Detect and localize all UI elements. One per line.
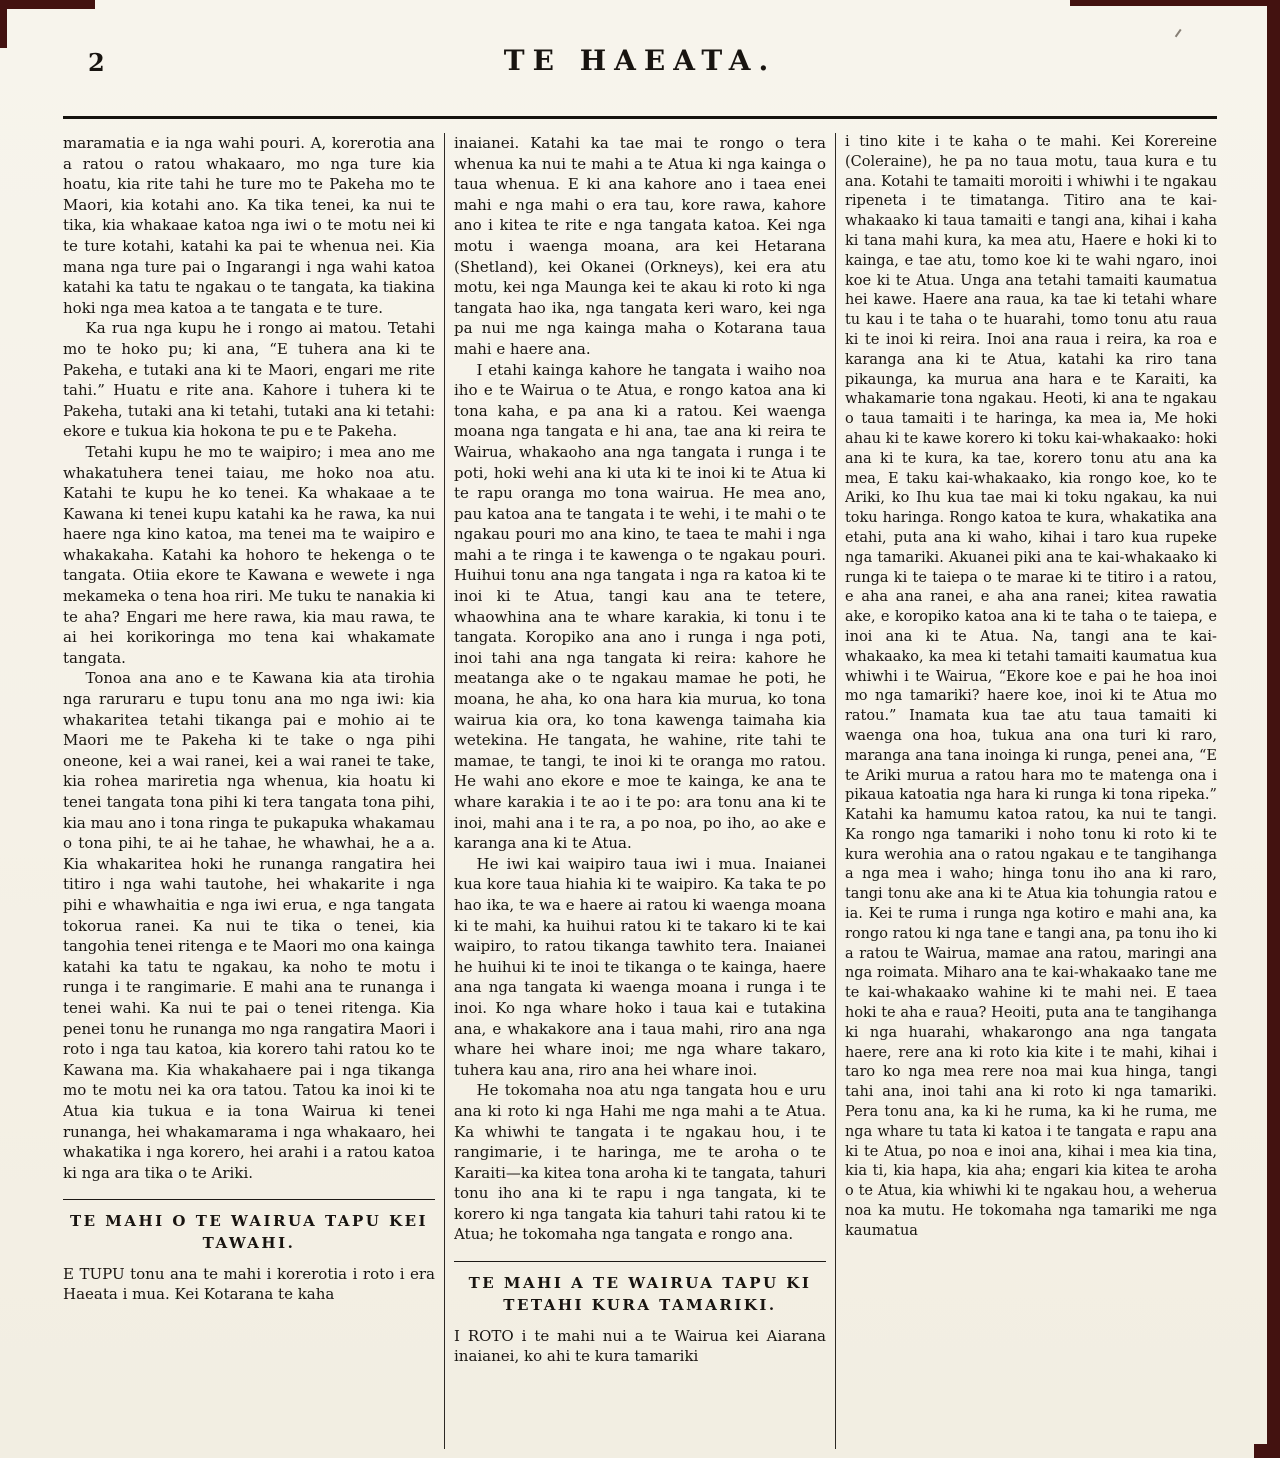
scan-edge-right (1267, 0, 1280, 1458)
paragraph: He tokomaha noa atu nga tangata hou e uru ana ki roto ki nga Hahi me nga mahi a te Atua. Ka whiwhi te tangata i te ngakau hou, i te rangimarie, i te haringa, me te aroha o te Karaiti—ka kitea tona aroha ki te tangata, tahuri tonu iho ana ki te rapu i nga tangata, ki te korero ki nga tangata kia tahuri tahi ratou ki te Atua; he tokomaha nga tangata e rongo ana. (453, 1081, 826, 1244)
paragraph: inaianei. Katahi ka tae mai te rongo o tera whenua ka nui te mahi a te Atua ki nga kainga o taua whenua. E ki ana kahore ano i taea enei mahi e nga mahi o era tau, kore rawa, kahore ano i kitea te rite e nga tangata katoa. Kei nga motu i waenga moana, ara kei Hetarana (Shetland), kei Okanei (Orkneys), kei era atu motu, kei nga Maunga kei te akau ki roto ki nga tangata hao ika, nga tangata keri waro, kei nga pa nui me nga kainga maha o Kotarana taua mahi e haere ana. (453, 134, 826, 358)
section-rule (454, 1261, 826, 1262)
section-rule (63, 1199, 435, 1200)
column-2 (454, 133, 826, 1449)
scan-edge-bottom-right (1254, 1444, 1280, 1458)
article-columns (63, 133, 1217, 1449)
paragraph: Tetahi kupu he mo te waipiro; i mea ano me whakatuhera tenei taiau, me hoko noa atu. Katahi te kupu he ko tenei. Ka whakaae a te Kawana ki tenei kupu katahi ka he rawa, ka nui haere nga kino katoa, ma tenei ma te waipiro e whakakaha. Katahi ka hohoro te hekenga o te tangata. Otiia ekore te Kawana e wewete i nga mekameka o tena hoa riri. Me tuku te nanakia ki te aha? Engari me here rawa, kia mau rawa, te ai hei korikoringa mo tena kai whakamate tangata. (63, 442, 435, 667)
paragraph: maramatia e ia nga wahi pouri. A, korerotia ana a ratou o ratou whakaaro, mo nga ture kia hoatu, kia rite tahi he ture mo te Pakeha mo te Maori, kia kotahi ano. Ka tika tenei, ka nui te tika, kia whakaae katoa nga iwi o te motu nei ki te ture kotahi, katahi ka pai te whenua nei. Kia mana nga ture pai o Ingarangi i nga wahi katoa katahi ka tatu te ngakau o te tangata, ka tiakina hoki nga mea katoa a te tangata e te ture. (63, 134, 435, 317)
column-divider (444, 133, 445, 1449)
masthead-rule (63, 116, 1217, 119)
column-3 (845, 133, 1217, 1449)
page-number: 2 (88, 48, 105, 77)
paragraph: I ROTO i te mahi nui a te Wairua kei Aiarana inaianei, ko ahi te kura tamariki (453, 1326, 826, 1366)
section-header (454, 1261, 826, 1317)
paragraph: i tino kite i te kaha o te mahi. Kei Korereine (Coleraine), he pa no taua motu, taua kura e tu ana. Kotahi te tamaiti moroiti i whiwhi i te ngakau ripeneta i te timatanga. Titiro ana te kai-whakaako ki taua tamaiti e tangi ana, kihai i kaha ki tana mahi kura, ka mea atu, Haere e hoki ki to kainga, e tae atu, tomo koe ki te wahi ngaro, inoi koe ki te Atua. Unga ana tetahi tamaiti kaumatua hei kawe. Haere ana raua, ka tae ki tetahi whare tu kau i te taha o te huarahi, tomo tonu atu raua ki te inoi ki reira. Inoi ana raua i reira, ka roa e karanga ana ki te Atua, katahi ka riro tana pikaunga, ka murua ana hara e te Karaiti, ka whakamarie tona ngakau. Heoti, ki ana te ngakau o taua tamaiti i te haringa, ka mea ia, Me hoki ahau ki te kawe korero ki toku kai-whakaako: hoki ana ki te kura, ka tae, korero tonu atu ana ka mea, E taku kai-whakaako, kia rongo koe, ko te Ariki, ko Ihu kua tae mai ki toku ngakau, ka nui toku haringa. Rongo katoa te kura, whakatika ana etahi, puta ana ki waho, kihai i taro kua rupeke nga tamariki. Akuanei piki ana te kai-whakaako ki runga ki te taiepa o te marae ki te titiro i a ratou, e aha ana ranei, e aha ana ranei; kitea rawatia ake, e koropiko katoa ana ki te taha o te taiepa, e inoi ana ki te Atua. Na, tangi ana te kai-whakaako, ka mea ki tetahi tamaiti kaumatua kua whiwhi i te Wairua, “Ekore koe e pai he hoa inoi mo nga tamariki? haere koe, inoi ki te Atua mo ratou.” Inamata kua tae atu taua tamaiti ki waenga ona hoa, tukua ana ona turi ki raro, maranga ana tana inoinga ki runga, penei ana, “E te Ariki murua a ratou hara mo te matenga ona i pikaua katoatia nga hara ki runga ki tona ripeka.” Katahi ka hamumu katoa ratou, ka nui te tangi. Ka rongo nga tamariki i noho tonu ki roto ki te kura werohia ana o ratou ngakau e te tangihanga a nga mea i waho; hinga tonu iho ana ki raro, tangi tonu ake ana ki te Atua kia tohungia ratou e ia. Kei te ruma i runga nga kotiro e mahi ana, ka rongo ratou ki nga tane e tangi ana, pa tonu iho ki a ratou te Wairua, mamae ana ratou, maringi ana nga roimata. Miharo ana te kai-whakaako tane me te kai-whakaako wahine ki te mahi nei. E taea hoki te aha e raua? Heoiti, puta ana te tangihanga ki nga huarahi, whakarongo ana nga tangata haere, rere ana ki roto kia kite i te mahi, kihai i taro ko nga mea rere noa mai kua hinga, tangi tahi ana, inoi tahi ana ki roto ki nga tamariki. Pera tonu ana, ka ki he ruma, ka ki he ruma, me nga whare tu tata ki katoa i te tangata e rapu ana ki te Atua, po noa e inoi ana, kihai i mea kia tina, kia ti, kia hapa, kia aha; engari kia kitea te aroha o te Atua, kia whiwhi ki te ngakau hou, a weherua noa ka mutu. He tokomaha nga tamariki me nga kaumatua (844, 134, 1217, 1239)
section-heading: TE MAHI A TE WAIRUA TAPU KI TETAHI KURA TAMARIKI. (468, 1274, 812, 1314)
section-heading: TE MAHI O TE WAIRUA TAPU KEI TAWAHI. (69, 1212, 429, 1253)
masthead-title: TE HAEATA. (503, 44, 777, 77)
paragraph: Ka rua nga kupu he i rongo ai matou. Tetahi mo te hoko pu; ki ana, “E tuhera ana ki te Pakeha, e tutaki ana ki te Maori, engari me rite tahi.” Huatu e rite ana. Kahore i tuhera ki te Pakeha, tutaki ana ki tetahi, tutaki ana ki tetahi: ekore e tukua kia hokona te pu e te Pakeha. (63, 319, 435, 441)
paragraph: He iwi kai waipiro taua iwi i mua. Inaianei kua kore taua hiahia ki te waipiro. Ka taka te po hao ika, te wa e haere ai ratou ki waenga moana ki te mahi, ka huihui ratou ki te takaro ki te kai waipiro, to ratou tikanga tawhito tera. Inaianei he huihui ki te inoi te tikanga o te kainga, haere ana nga tangata ki waenga moana i runga i te inoi. Ko nga whare hoko i taua kai e tutakina ana, e whakakore ana i taua mahi, riro ana nga whare hei whare inoi; me nga whare takaro, tuhera kau ana, riro ana hei whare inoi. (453, 854, 826, 1079)
paragraph: E TUPU tonu ana te mahi i korerotia i roto i era Haeata i mua. Kei Kotarana te kaha (63, 1264, 435, 1304)
paragraph: I etahi kainga kahore he tangata i waiho noa iho e te Wairua o te Atua, e rongo katoa ana ki tona kaha, e pa ana ki a ratou. Kei waenga moana nga tangata e hi ana, tae ana ki reira te Wairua, whakaoho ana nga tangata i runga i te poti, hoki wehi ana ki uta ki te inoi ki te Atua ki te rapu oranga mo tona wairua. He mea ano, pau katoa ana te tangata i te wehi, i te mahi o te ngakau pouri mo ana kino, te taea te mahi i nga mahi a te ringa i te kawenga o te ngakau pouri. Huihui tonu ana nga tangata i nga ra katoa ki te inoi ki te Atua, tangi kau ana te tetere, whaowhina ana te whare karakia, ki tonu i te tangata. Koropiko ana ano i runga i nga poti, inoi tahi ana nga tangata ki reira: kahore he meatanga ake o te ngakau mamae he poti, he moana, he aha, ko ona hara kia murua, ko tona wairua kia ora, ko tona kawenga taimaha kia wetekina. He tangata, he wahine, rite tahi te mamae, te tangi, te inoi ki te oranga mo ratou. He wahi ano ekore e moe te kainga, ke ana te whare karakia i te ao i te po: ara tonu ana ki te inoi, mahi ana i te ra, a po noa, po iho, ao ake e karanga ana ki te Atua. (453, 360, 826, 853)
page-header (0, 0, 1280, 104)
section-header (63, 1199, 435, 1255)
paragraph: Tonoa ana ano e te Kawana kia ata tirohia nga raruraru e tupu tonu ana mo nga iwi: kia whakaritea tetahi tikanga pai e mohio ai te Maori me te Pakeha ki te take o nga pihi oneone, kei a wai ranei, kei a wai ranei te take, kia rohea mariretia nga whenua, kia hoatu ki tenei tangata tona pihi ki tera tangata tona pihi, kia mau ano i tona ringa te pukapuka whakamau o tona pihi, te ai he tahae, he whawhai, he a a. Kia whakaritea hoki he runanga rangatira hei titiro i nga wahi tautohe, hei whakarite i nga pihi e whawhaitia e nga iwi erua, e nga tangata tokorua ranei. Ka nui te tika o tenei, kia tangohia tenei ritenga e te Maori mo ona kainga katahi ka tatu te ngakau, ka noho te motu i runga i te rangimarie. E mahi ana te runanga i tenei wahi. Ka nui te pai o tenei ritenga. Kia penei tonu he runanga mo nga rangatira Maori i roto i nga tau katoa, kia korero tahi ratou ko te Kawana ma. Kia whakahaere pai i nga tikanga mo te motu nei ka ora tatou. Tatou ka inoi ki te Atua kia tukua e ia tona Wairua ki tenei runanga, hei whakamarama i nga whakaaro, hei whakatika i nga korero, hei arahi i a ratou katoa ki nga ara tika o te Ariki. (63, 669, 435, 1182)
column-divider (835, 133, 836, 1449)
column-1 (63, 133, 435, 1449)
